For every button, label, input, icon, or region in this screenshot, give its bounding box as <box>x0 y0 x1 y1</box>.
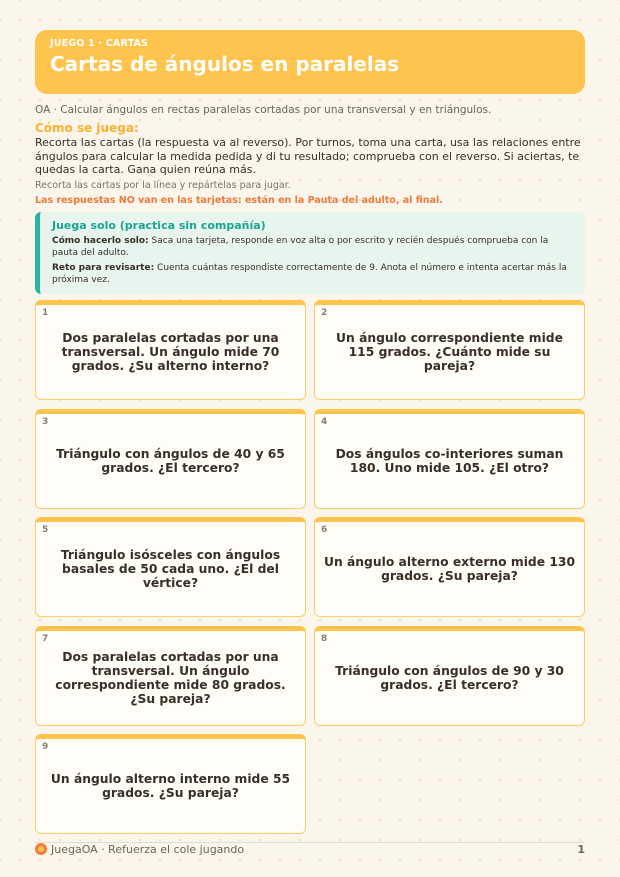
solo-how-text: Saca una tarjeta, responde en voz alta o por escrito y recién después comprueba con la pauta del adulto. <box>52 236 549 258</box>
card-6 <box>314 517 585 617</box>
card-question: Dos paralelas cortadas por una transversal. Un ángulo mide 70 grados. ¿Su alterno interno? <box>61 331 280 373</box>
solo-title: Juega solo (practica sin compañía) <box>52 219 266 232</box>
card-5 <box>35 517 306 617</box>
card-question: Un ángulo alterno interno mide 55 grados. ¿Su pareja? <box>50 772 291 800</box>
card-question: Dos paralelas cortadas por una transversal. Un ángulo correspondiente mide 80 grados. ¿Su pareja? <box>55 650 286 706</box>
card-number: 1 <box>42 308 49 318</box>
card-question: Triángulo con ángulos de 40 y 65 grados. ¿El tercero? <box>56 447 285 475</box>
card-question: Dos ángulos co-interiores suman 180. Uno mide 105. ¿El otro? <box>335 447 564 475</box>
card-question: Triángulo con ángulos de 90 y 30 grados. ¿El tercero? <box>335 664 564 692</box>
solo-how-line <box>52 235 573 259</box>
learning-objective: OA · Calcular ángulos en rectas paralelas cortadas por una transversal y en triángulos. <box>35 104 492 116</box>
solo-challenge-line <box>52 262 573 286</box>
card-number: 6 <box>321 525 328 535</box>
card-number: 2 <box>321 308 328 318</box>
page-header <box>35 30 585 94</box>
card-4 <box>314 409 585 509</box>
solo-how-label: Cómo hacerlo solo: <box>52 236 149 246</box>
card-3 <box>35 409 306 509</box>
card-number: 8 <box>321 634 328 644</box>
card-question: Triángulo isósceles con ángulos basales de 50 cada uno. ¿El del vértice? <box>60 548 281 590</box>
solo-play-box <box>35 212 585 294</box>
answers-warning: Las respuestas NO van en las tarjetas: están en la Pauta del adulto, al final. <box>35 195 443 206</box>
solo-challenge-text: Cuenta cuántas respondiste correctamente de 9. Anota el número e intenta acertar más la próxima vez. <box>52 263 567 285</box>
page-number: 1 <box>577 843 585 856</box>
how-to-play-text: Recorta las cartas (la respuesta va al reverso). Por turnos, toma una carta, usa las relaciones entre ángulos para calcular la medida pedida y di tu resultado; comprueba con el reverso. Si aciertas, te quedas la carta. Gana quien reúna más. <box>35 136 581 176</box>
card-number: 3 <box>42 417 49 427</box>
brand-logo-icon <box>35 843 47 855</box>
how-to-play-heading: Cómo se juega: <box>35 121 139 135</box>
card-2 <box>314 300 585 400</box>
page-title: Cartas de ángulos en paralelas <box>50 52 400 76</box>
card-9 <box>35 734 306 834</box>
card-number: 7 <box>42 634 49 644</box>
card-7 <box>35 626 306 726</box>
card-number: 9 <box>42 742 49 752</box>
card-8 <box>314 626 585 726</box>
footer-brand: JuegaOA · Refuerza el cole jugando <box>51 843 245 856</box>
cut-instructions: Recorta las cartas por la línea y repártelas para jugar. <box>35 180 291 191</box>
card-question: Un ángulo correspondiente mide 115 grados. ¿Cuánto mide su pareja? <box>336 331 563 373</box>
card-number: 4 <box>321 417 328 427</box>
solo-challenge-label: Reto para revisarte: <box>52 263 155 273</box>
card-question: Un ángulo alterno externo mide 130 grados. ¿Su pareja? <box>323 555 575 583</box>
card-number: 5 <box>42 525 49 535</box>
game-kicker: JUEGO 1 · CARTAS <box>50 38 149 49</box>
card-1 <box>35 300 306 400</box>
